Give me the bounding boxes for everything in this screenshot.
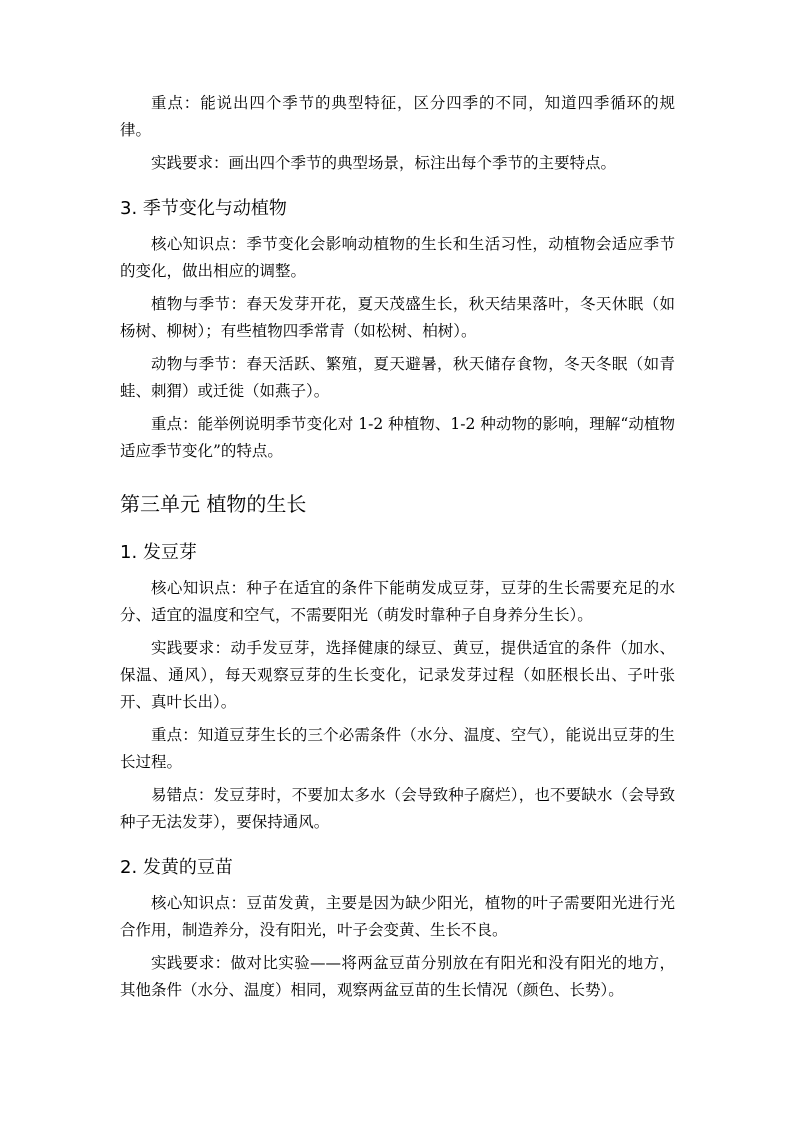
section-heading-season-change: 3. 季节变化与动植物 [120, 198, 287, 219]
core-knowledge-paragraph: 核心知识点：季节变化会影响动植物的生长和生活习性，动植物会适应季节的变化，做出相应的调整。 [120, 235, 675, 280]
common-mistake-paragraph: 易错点：发豆芽时，不要加太多水（会导致种子腐烂），也不要缺水（会导致种子无法发芽），要保持通风。 [120, 786, 675, 831]
section-heading-yellow-seedlings: 2. 发黄的豆苗 [120, 857, 233, 878]
practice-paragraph: 实践要求：画出四个季节的典型场景，标注出每个季节的主要特点。 [151, 154, 617, 172]
core-knowledge-paragraph: 核心知识点：豆苗发黄，主要是因为缺少阳光，植物的叶子需要阳光进行光合作用，制造养分，没有阳光，叶子会变黄、生长不良。 [120, 894, 675, 939]
practice-paragraph: 实践要求：做对比实验——将两盆豆苗分别放在有阳光和没有阳光的地方，其他条件（水分、温度）相同，观察两盆豆苗的生长情况（颜色、长势）。 [120, 954, 675, 999]
key-point-paragraph: 重点：知道豆芽生长的三个必需条件（水分、温度、空气），能说出豆芽的生长过程。 [120, 726, 675, 771]
core-knowledge-paragraph: 核心知识点：种子在适宜的条件下能萌发成豆芽，豆芽的生长需要充足的水分、适宜的温度和空气，不需要阳光（萌发时靠种子自身养分生长）。 [120, 579, 675, 624]
section-heading-bean-sprouts: 1. 发豆芽 [120, 542, 197, 563]
key-point-paragraph: 重点：能举例说明季节变化对 1-2 种植物、1-2 种动物的影响，理解“动植物适应季节变化”的特点。 [120, 415, 675, 460]
plants-season-paragraph: 植物与季节：春天发芽开花，夏天茂盛生长，秋天结果落叶，冬天休眠（如杨树、柳树）；有些植物四季常青（如松树、柏树）。 [120, 295, 675, 340]
document-page [120, 90, 675, 1004]
unit-heading: 第三单元 植物的生长 [120, 492, 307, 516]
key-point-paragraph: 重点：能说出四个季节的典型特征，区分四季的不同，知道四季循环的规律。 [120, 94, 675, 139]
practice-paragraph: 实践要求：动手发豆芽，选择健康的绿豆、黄豆，提供适宜的条件（加水、保温、通风），每天观察豆芽的生长变化，记录发芽过程（如胚根长出、子叶张开、真叶长出）。 [120, 639, 675, 711]
animals-season-paragraph: 动物与季节：春天活跃、繁殖，夏天避暑，秋天储存食物，冬天冬眠（如青蛙、刺猬）或迁徙（如燕子）。 [120, 355, 675, 400]
